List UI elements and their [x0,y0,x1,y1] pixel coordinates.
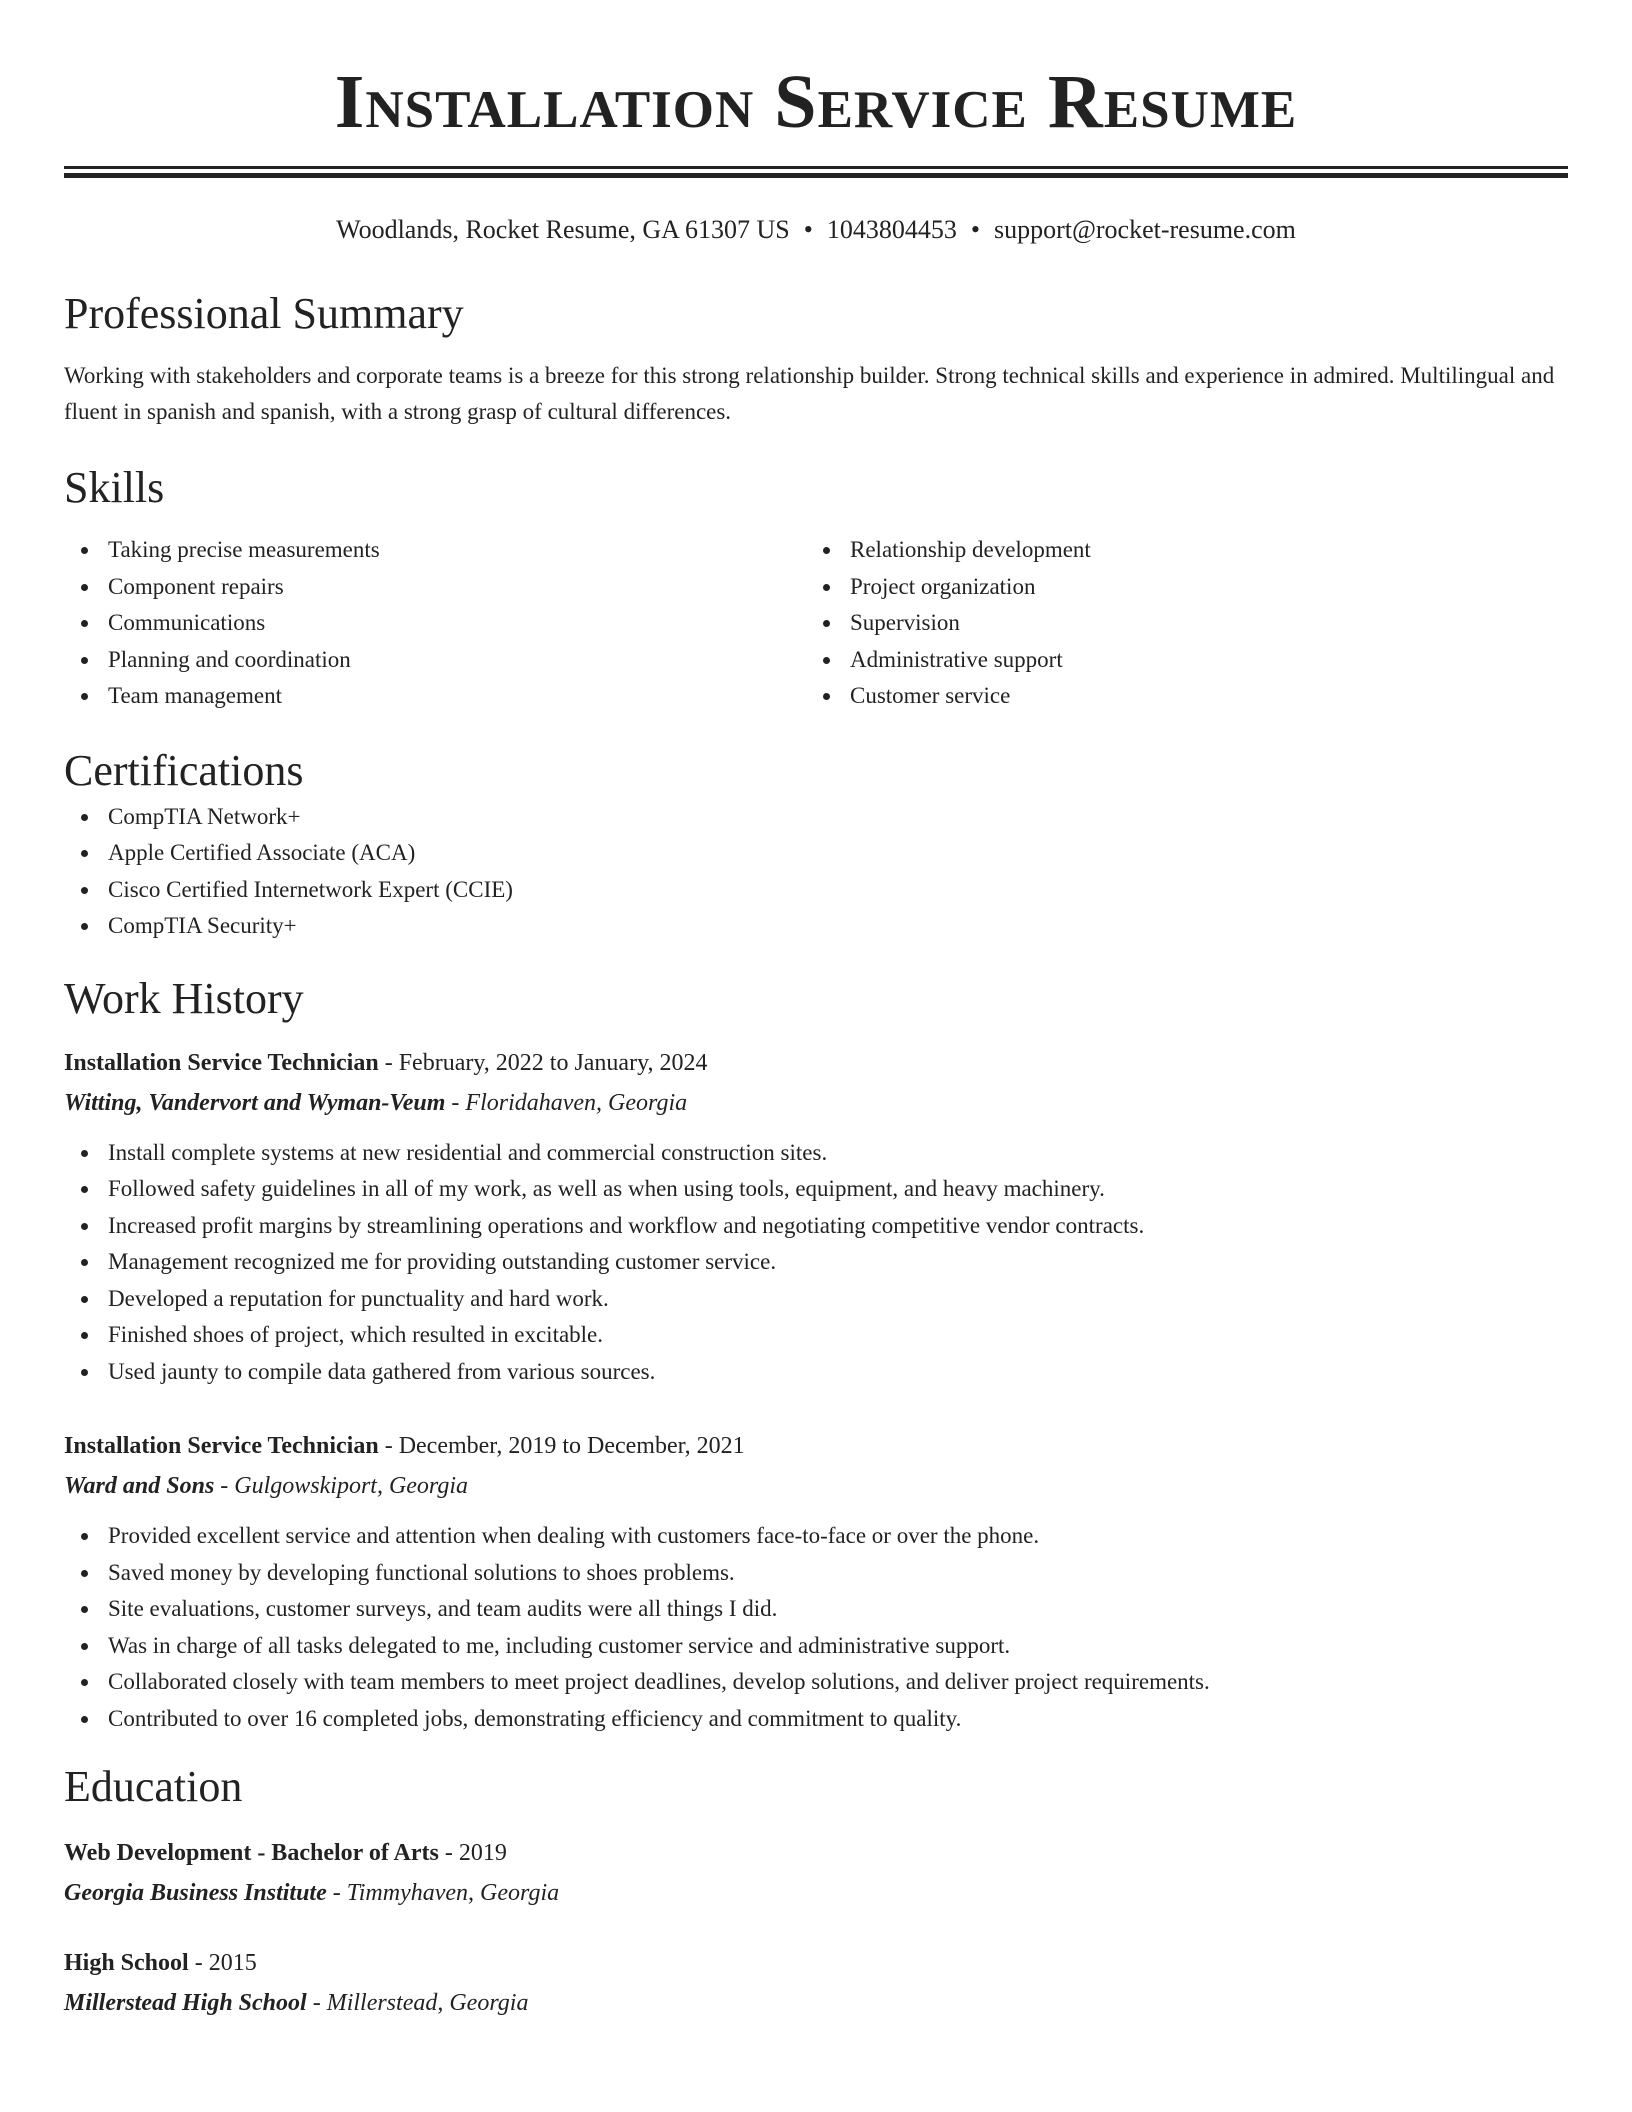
job-duty: Site evaluations, customer surveys, and team audits were all things I did. [64,1591,1568,1628]
job-duty: Install complete systems at new residential and commercial construction sites. [64,1135,1568,1172]
work-history-heading: Work History [64,973,304,1023]
certification-item: CompTIA Security+ [64,908,1568,945]
contact-address: Woodlands, Rocket Resume, GA 61307 US [336,215,790,244]
skills-column-right [806,532,1548,715]
skill-item: Taking precise measurements [64,532,806,569]
job-duty: Management recognized me for providing outstanding customer service. [64,1244,1568,1281]
contact-line [64,212,1568,248]
education-school: Millerstead High School [64,1990,307,2016]
skill-item: Component repairs [64,569,806,606]
job-duty: Used jaunty to compile data gathered from various sources. [64,1354,1568,1391]
job-title-line [64,1426,1568,1466]
education-entry [64,1943,1568,2023]
job-dates: - December, 2019 to December, 2021 [378,1433,745,1459]
summary-heading: Professional Summary [64,289,464,338]
job-company: Ward and Sons [64,1473,215,1499]
contact-phone: 1043804453 [826,215,957,244]
job-duty: Followed safety guidelines in all of my work, as well as when using tools, equipment, and heavy machinery. [64,1171,1568,1208]
job-entry [64,1426,1568,1737]
education-school-line [64,1983,1568,2023]
education-year: - 2015 [188,1950,257,1976]
job-duties-list [64,1135,1568,1391]
certification-item: Cisco Certified Internetwork Expert (CCIE) [64,872,1568,909]
skills-section [64,460,1568,715]
job-company-line [64,1466,1568,1506]
education-location: - Timmyhaven, Georgia [326,1880,560,1906]
summary-section [64,286,1568,430]
skill-item: Team management [64,678,806,715]
skill-item: Project organization [806,569,1548,606]
skill-item: Communications [64,605,806,642]
education-school-line [64,1873,1568,1913]
job-title-line [64,1043,1568,1083]
skill-item: Relationship development [806,532,1548,569]
certification-item: Apple Certified Associate (ACA) [64,835,1568,872]
job-location: - Gulgowskiport, Georgia [214,1473,469,1499]
resume-title: Installation Service Resume [334,60,1298,144]
title-double-rule [64,166,1568,178]
education-location: - Millerstead, Georgia [306,1990,529,2016]
education-section [64,1759,1568,2023]
job-location: - Floridahaven, Georgia [445,1089,688,1116]
education-degree-line [64,1943,1568,1983]
job-title: Installation Service Technician [64,1049,379,1076]
job-duty: Was in charge of all tasks delegated to me, including customer service and administrative support. [64,1628,1568,1665]
job-duty: Contributed to over 16 completed jobs, demonstrating efficiency and commitment to quality. [64,1701,1568,1738]
contact-separator: • [970,215,980,244]
job-title: Installation Service Technician [64,1433,379,1459]
education-school: Georgia Business Institute [64,1880,327,1906]
job-duty: Collaborated closely with team members to meet project deadlines, develop solutions, and deliver project requirements. [64,1664,1568,1701]
job-dates: - February, 2022 to January, 2024 [378,1049,708,1076]
certifications-section [64,743,1568,945]
education-year: - 2019 [438,1840,507,1866]
education-entry [64,1833,1568,1913]
job-entry [64,1043,1568,1391]
job-duty: Saved money by developing functional solutions to shoes problems. [64,1555,1568,1592]
skill-item: Administrative support [806,642,1548,679]
contact-email: support@rocket-resume.com [993,215,1296,244]
education-degree-line [64,1833,1568,1873]
certification-item: CompTIA Network+ [64,799,1568,836]
job-duty: Developed a reputation for punctuality and hard work. [64,1281,1568,1318]
job-duty: Provided excellent service and attention when dealing with customers face-to-face or over the phone. [64,1518,1568,1555]
education-degree: High School [64,1950,189,1976]
job-duty: Finished shoes of project, which resulted in excitable. [64,1317,1568,1354]
certifications-heading: Certifications [64,745,304,795]
skills-column-left [64,532,806,715]
certifications-list [64,799,1568,945]
job-duties-list [64,1518,1568,1737]
education-heading: Education [64,1762,243,1811]
job-company: Witting, Vandervort and Wyman-Veum [64,1089,446,1116]
contact-separator: • [803,215,813,244]
education-degree: Web Development - Bachelor of Arts [64,1840,439,1866]
skill-item: Planning and coordination [64,642,806,679]
skills-grid [64,532,1568,715]
job-company-line [64,1083,1568,1123]
summary-text: Working with stakeholders and corporate teams is a breeze for this strong relationship builder. Strong technical skills and experience in admired. Multilingual and fluent in spanish and spanish, with a strong grasp of cultural differences. [64,363,1555,424]
skill-item: Supervision [806,605,1548,642]
skills-heading: Skills [64,463,165,512]
work-history-section [64,971,1568,1738]
skill-item: Customer service [806,678,1548,715]
job-duty: Increased profit margins by streamlining operations and workflow and negotiating competitive vendor contracts. [64,1208,1568,1245]
